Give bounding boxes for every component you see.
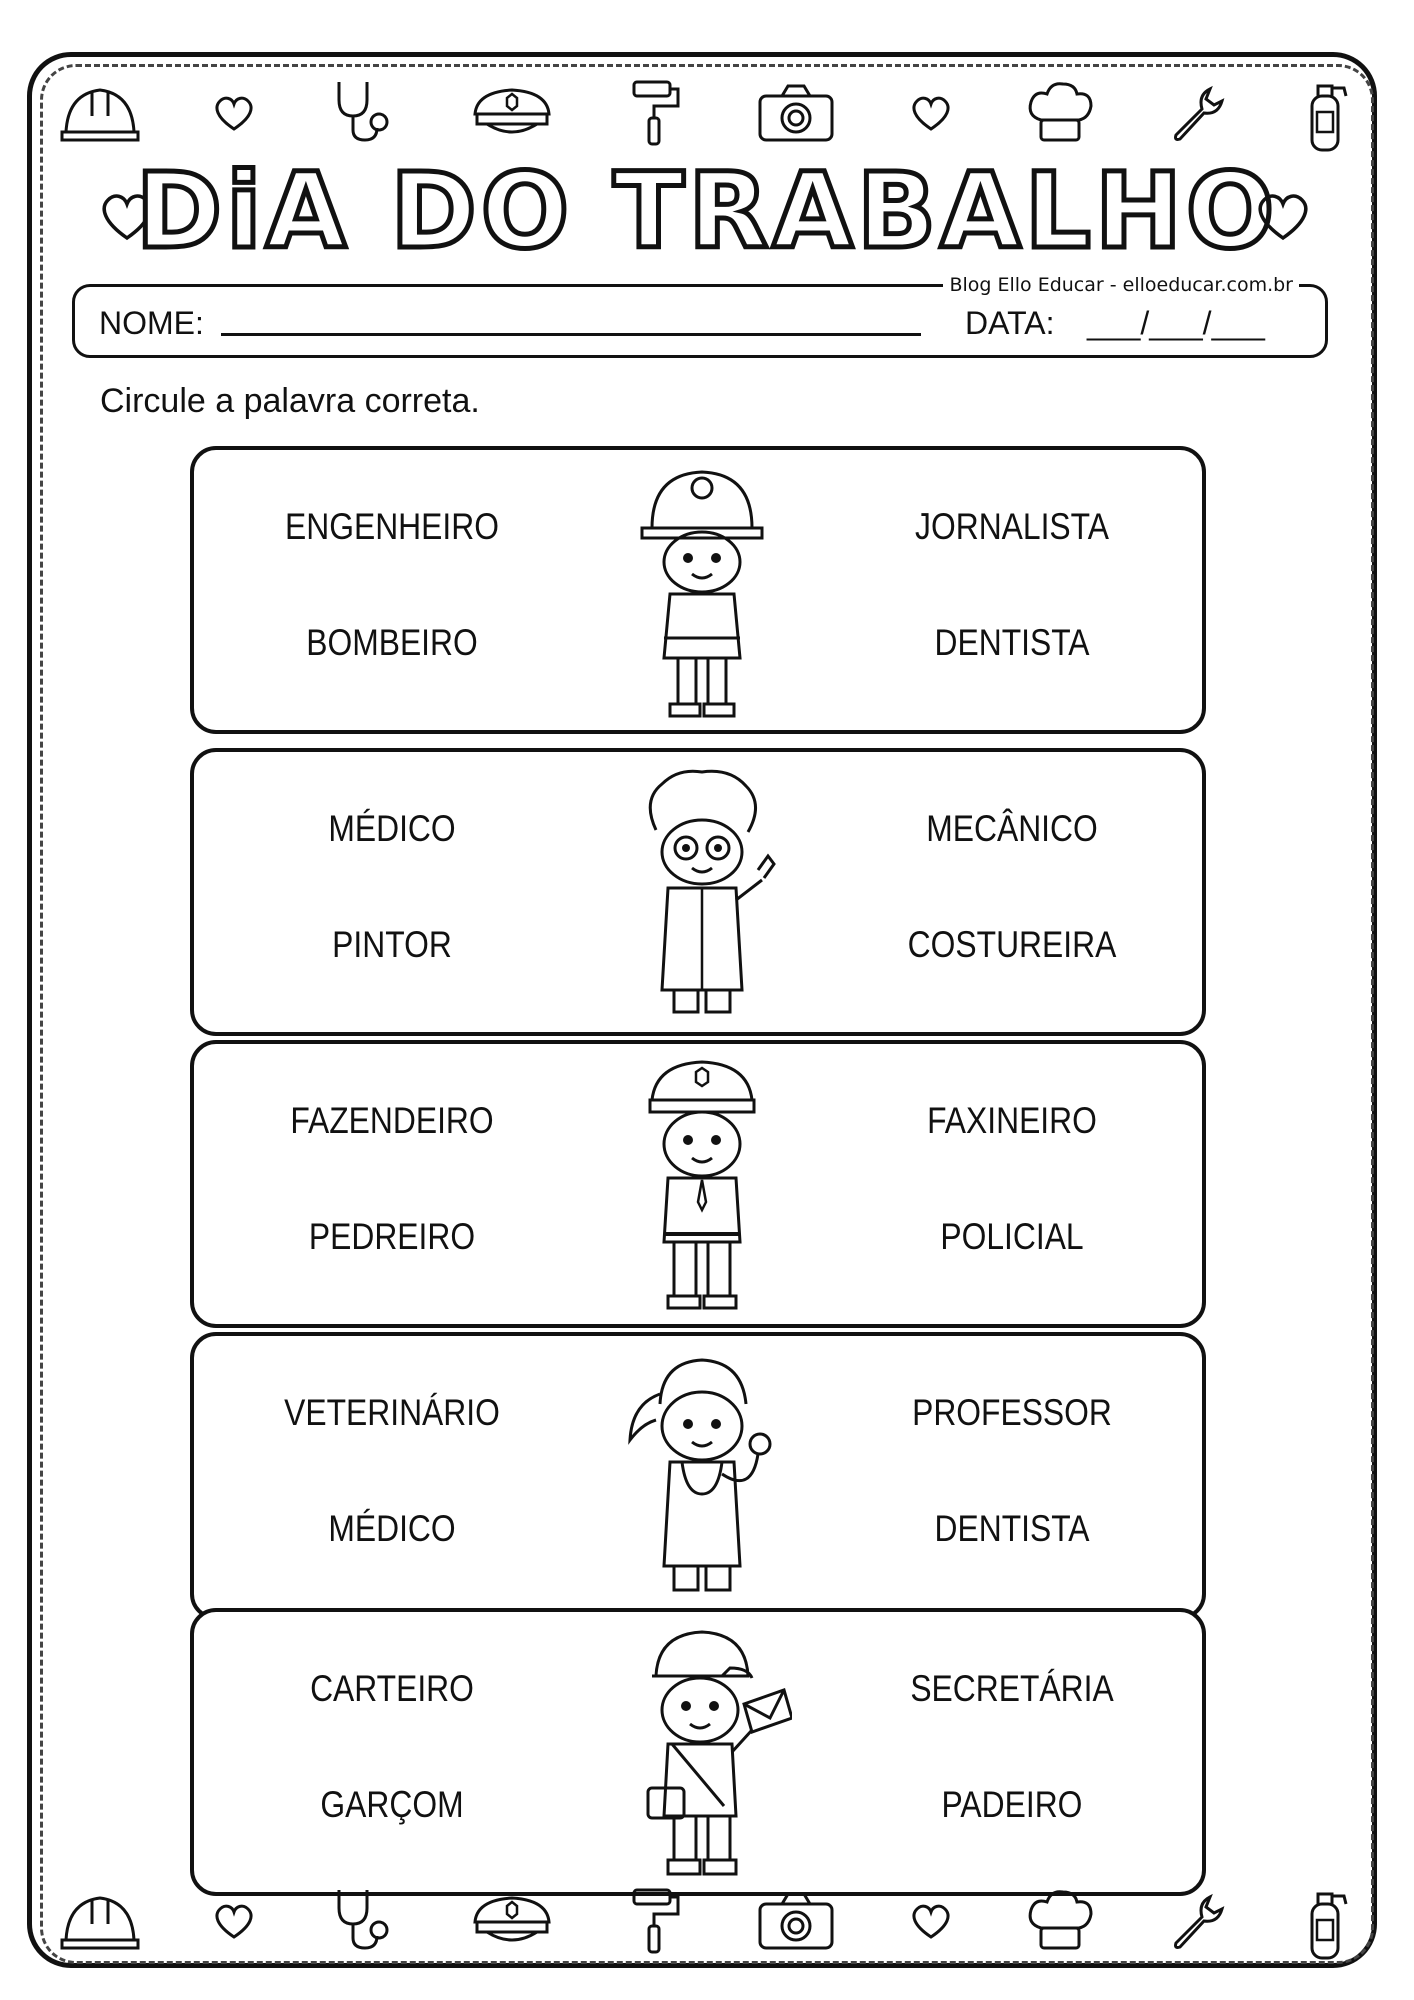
heart-icon xyxy=(212,93,256,133)
word-option[interactable]: PROFESSOR xyxy=(912,1392,1112,1433)
name-label: NOME: xyxy=(99,305,204,341)
stethoscope-icon xyxy=(329,78,395,148)
word-card-2 xyxy=(190,748,1206,1036)
word-card-4 xyxy=(190,1332,1206,1620)
bottom-icon-row xyxy=(60,1876,1350,1966)
paint-roller-icon xyxy=(630,78,684,148)
top-icon-row xyxy=(60,68,1350,158)
word-option[interactable]: DENTISTA xyxy=(934,622,1090,663)
name-date-box xyxy=(72,274,1328,358)
word-option[interactable]: FAXINEIRO xyxy=(927,1100,1097,1141)
police-child-illustration xyxy=(612,1052,792,1322)
camera-icon xyxy=(756,82,836,144)
word-option[interactable]: MÉDICO xyxy=(328,1508,456,1549)
word-option[interactable]: PINTOR xyxy=(332,924,452,965)
police-cap-icon xyxy=(467,84,557,142)
firefighter-child-illustration xyxy=(612,458,792,728)
instruction-text: Circule a palavra correta. xyxy=(100,382,480,420)
name-field[interactable] xyxy=(221,333,921,336)
heart-icon xyxy=(212,1901,256,1941)
fire-extinguisher-icon xyxy=(1300,1880,1350,1962)
wrench-icon xyxy=(1168,83,1228,143)
page-title: DiA DO TRABALHO xyxy=(135,150,1279,272)
wrench-icon xyxy=(1168,1891,1228,1951)
word-option[interactable]: ENGENHEIRO xyxy=(285,506,499,547)
heart-icon xyxy=(1254,190,1312,242)
word-option[interactable]: GARÇOM xyxy=(320,1784,464,1825)
word-option[interactable]: CARTEIRO xyxy=(310,1668,474,1709)
blog-credit: Blog Ello Educar - elloeducar.com.br xyxy=(943,273,1299,297)
hard-hat-icon xyxy=(60,1888,140,1954)
word-card-5 xyxy=(190,1608,1206,1896)
word-option[interactable]: VETERINÁRIO xyxy=(284,1392,500,1433)
stethoscope-icon xyxy=(329,1886,395,1956)
doctor-child-with-wrench-illustration xyxy=(612,760,792,1030)
word-option[interactable]: MECÂNICO xyxy=(926,808,1098,849)
word-option[interactable]: SECRETÁRIA xyxy=(910,1668,1114,1709)
word-option[interactable]: FAZENDEIRO xyxy=(290,1100,494,1141)
word-option[interactable]: COSTUREIRA xyxy=(907,924,1117,965)
paint-roller-icon xyxy=(630,1886,684,1956)
word-option[interactable]: POLICIAL xyxy=(940,1216,1084,1257)
chef-hat-icon xyxy=(1025,1888,1095,1954)
police-cap-icon xyxy=(467,1892,557,1950)
chef-hat-icon xyxy=(1025,80,1095,146)
word-option[interactable]: PADEIRO xyxy=(941,1784,1083,1825)
fire-extinguisher-icon xyxy=(1300,72,1350,154)
word-option[interactable]: PEDREIRO xyxy=(308,1216,476,1257)
date-field[interactable]: ___/___/___ xyxy=(1087,305,1265,341)
word-option[interactable]: MÉDICO xyxy=(328,808,456,849)
heart-icon xyxy=(909,93,953,133)
word-option[interactable]: DENTISTA xyxy=(934,1508,1090,1549)
date-label: DATA: xyxy=(965,305,1055,341)
title-banner xyxy=(0,152,1414,270)
camera-icon xyxy=(756,1890,836,1952)
word-card-1 xyxy=(190,446,1206,734)
heart-icon xyxy=(909,1901,953,1941)
doctor-girl-with-stethoscope-illustration xyxy=(612,1344,792,1614)
word-option[interactable]: JORNALISTA xyxy=(915,506,1109,547)
word-option[interactable]: BOMBEIRO xyxy=(306,622,478,663)
hard-hat-icon xyxy=(60,80,140,146)
mail-carrier-child-illustration xyxy=(612,1620,792,1890)
word-card-3 xyxy=(190,1040,1206,1328)
